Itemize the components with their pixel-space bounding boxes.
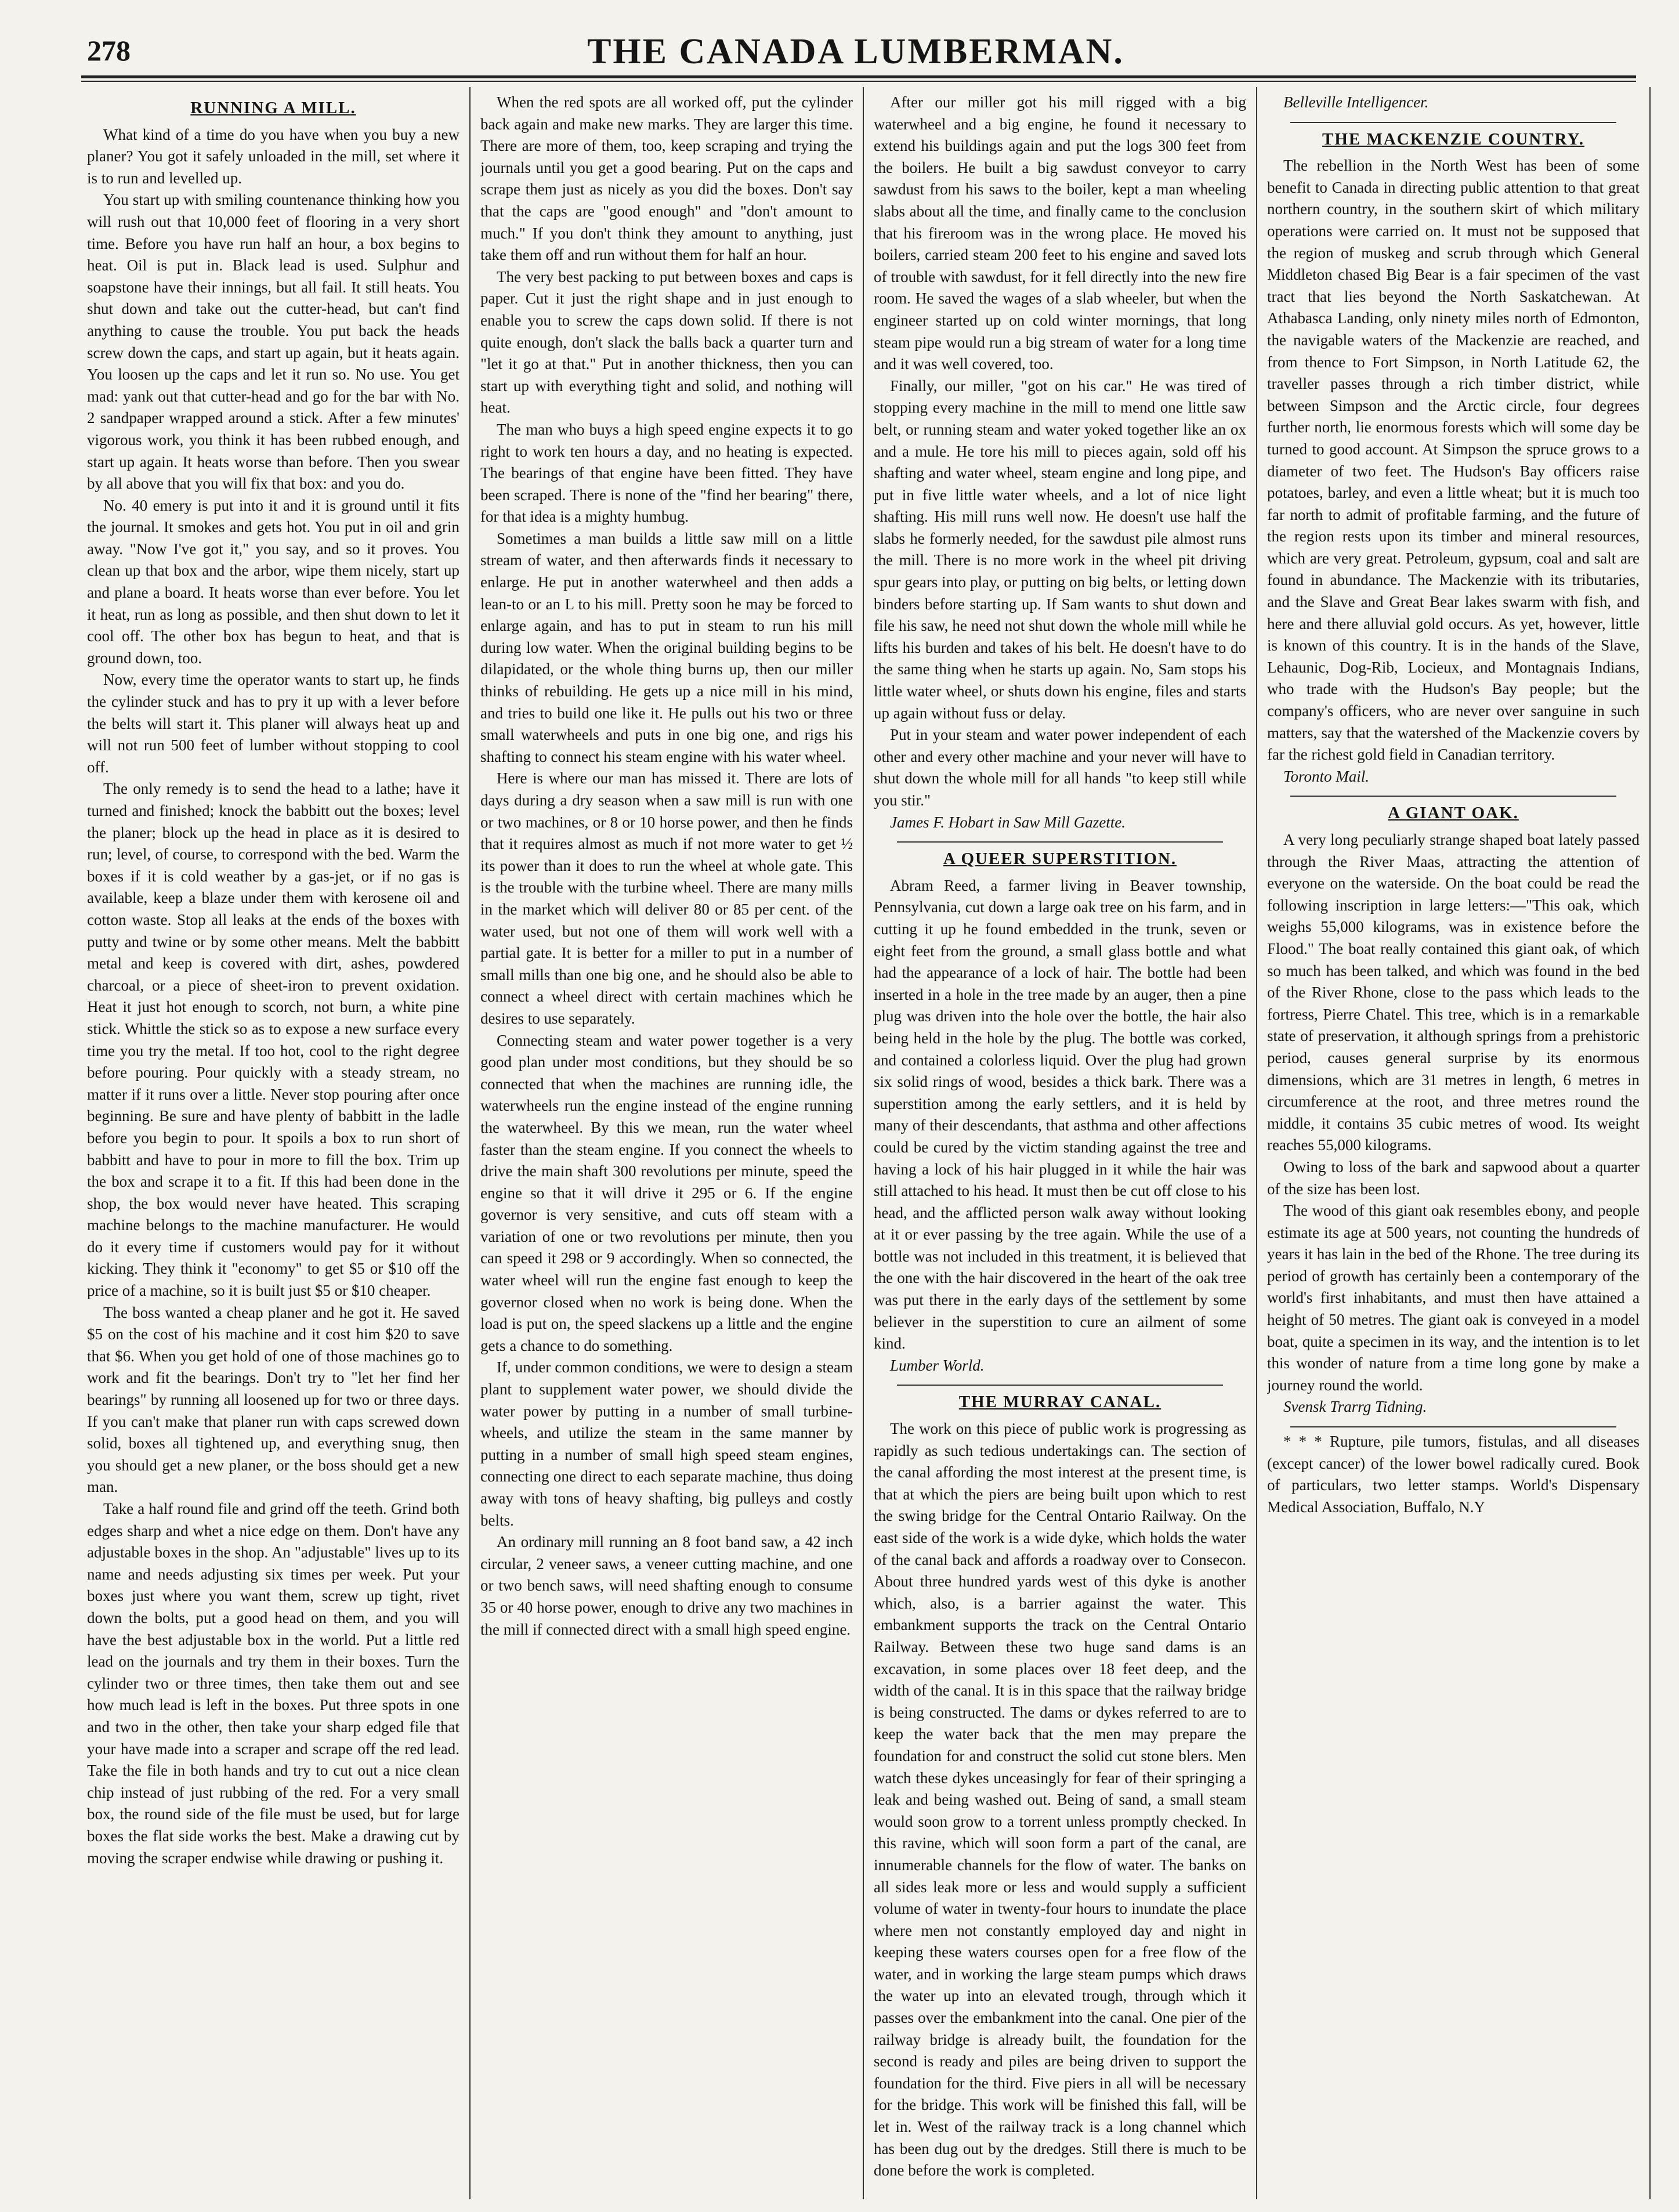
article-title-queer-superstition: A QUEER SUPERSTITION. xyxy=(943,850,1177,869)
page-header xyxy=(87,31,1624,71)
column-4 xyxy=(1267,92,1640,2192)
paragraph: The boss wanted a cheap planer and he got it. He saved $5 on the cost of his machine and it cost him $20 to save that $6. When you get hold of one of those machines go to work and fit the bearings. Don't try to "let her find her bearings" by running all loosened up for two or three days. If you can't make that planer run with caps screwed down solid, boxes all tightened up, and everything snug, then you should get a new planer, or the boss should get a new man. xyxy=(87,1303,459,1496)
paragraph: Sometimes a man builds a little saw mill on a little stream of water, and then afterwards finds it necessary to enlarge. He put in another waterwheel and then adds a lean-to or an L to his mill. Pretty soon he may be forced to enlarge again, and has to put in steam to run his mill during low water. When the original building begins to be dilapidated, or the whole thing burns up, then our miller thinks of rebuilding. He gets up a nice mill in his mind, and tries to build one like it. He pulls out his two or three small waterwheels and puts in one big one, and rigs his shafting to connect his steam engine with his water wheel. xyxy=(480,529,853,765)
paragraph: Owing to loss of the bark and sapwood about a quarter of the size has been lost. xyxy=(1267,1158,1640,1198)
column-divider xyxy=(469,87,471,2199)
paragraph: The rebellion in the North West has been of some benefit to Canada in directing public attention to that great northern country, in the southern skirt of which military operations were carried on. It must not be supposed that the region of muskeg and scrub through which General Middleton chased Big Bear is a fair specimen of the vast tract that lies beyond the North Saskatchewan. At Athabasca Landing, only ninety miles north of Edmonton, the navigable waters of the Mackenzie are reached, and from thence to Fort Simpson, in North Latitude 62, the traveller passes through a rich timber district, while between Simpson and the Arctic circle, four degrees further north, lie enormous forests which will some day be turned to good account. At Simpson the spruce grows to a diameter of two feet. The Hudson's Bay officers raise potatoes, barley, and even a little wheat; but it is much too far north to admit of profitable farming, and the future of the region rests upon its timber and mineral resources, which are very great. Petroleum, gypsum, coal and salt are found in abundance. The Mackenzie with its tributaries, and the Slave and Great Bear lakes swarm with fish, and here and there alluvial gold occurs. As yet, however, little is known of this country. It is in the hands of the Slave, Lehaunic, Dog-Rib, Locieux, and Montagnais Indians, who trade with the Hudson's Bay people; but the company's officers, who are never over sanguine in such matters, say that the watershed of the Mackenzie covers by far the richest gold field in Canadian territory. xyxy=(1267,157,1640,764)
header-rule-thin xyxy=(81,81,1636,82)
column-divider xyxy=(1256,87,1257,2199)
paragraph: When the red spots are all worked off, put the cylinder back again and make new marks. They are larger this time. There are more of them, too, keep scraping and trying the journals until you get a good bearing. Put on the caps and scrape them just as nicely as you did the boxes. Don't say that the caps are "good enough" and "don't amount to much." If you don't think they amount to anything, just take them off and run without them for half an hour. xyxy=(480,93,853,264)
paragraph: Put in your steam and water power independent of each other and every other machine and your never will have to shut down the whole mill for all hands "to keep still while you stir." xyxy=(874,726,1246,809)
paragraph: You start up with smiling countenance thinking how you will rush out that 10,000 feet of flooring in a very short time. Before you have run half an hour, a box begins to heat. Oil is put in. Black lead is used. Sulphur and soapstone have their innings, but all fail. It still heats. You shut down and take out the cutter-head, but can't find anything to cause the trouble. You put back the heads screw down the caps, and start up again, but it heats again. You loosen up the caps and let it run so. No use. You get mad: yank out that cutter-head and go for the bar with No. 2 sandpaper wrapped around a stick. After a few minutes' vigorous work, you think it has been rubbed enough, and start up again. It heats worse than before. Then you swear by all above that you will fix that box: and you do. xyxy=(87,191,459,493)
article-title-running-a-mill: RUNNING A MILL. xyxy=(190,99,356,117)
column-3 xyxy=(874,92,1246,2192)
paragraph: The only remedy is to send the head to a lathe; have it turned and finished; knock the babbitt out the boxes; level the planer; block up the head in place as it is desired to run; level, of course, to correspond with the bed. Warm the boxes if it is cold weather by a gas-jet, or if no gas is available, keep a blaze under them with kerosene oil and cotton waste. Stop all leaks at the ends of the boxes with putty and twine or by some other means. Melt the babbitt metal and keep is covered with dirt, ashes, powdered charcoal, or a piece of sheet-iron to prevent oxidation. Heat it just hot enough to scorch, not burn, a white pine stick. Whittle the stick so as to expose a new surface every time you try the metal. If too hot, cool to the right degree before pouring. Pour quickly with a steady stream, no matter if it runs over a little. Never stop pouring after once beginning. Be sure and have plenty of babbitt in the ladle before you begin to pour. It spoils a box to run short of babbitt and have to pour in more to fill the box. Trim up the box and scrape it to a fit. If this had been done in the shop, the box would never have heated. This scraping machine belongs to the machine manufacturer. He would do it every time if customers would pay for it without kicking. They think it "economy" to get $5 or $10 off the price of a machine, so it is built just $5 or $10 cheaper. xyxy=(87,780,459,1300)
paragraph: After our miller got his mill rigged with a big waterwheel and a big engine, he found it necessary to extend his buildings again and put the logs 300 feet from the boilers. He built a big sawdust conveyor to carry sawdust from his saws to the boiler, kept a man wheeling slabs about all the time, and finally came to the conclusion that his fireroom was in the wrong place. He moved his boilers, carried steam 200 feet to his engine and saved lots of trouble with sawdust, for it fell directly into the new fire room. He saved the wages of a slab wheeler, but when the engineer started up on cold winter mornings, that long steam pipe would run a big stream of water for a long time and it was well covered, too. xyxy=(874,93,1246,373)
paragraph: Here is where our man has missed it. There are lots of days during a dry season when a saw mill is run with one or two machines, or 8 or 10 horse power, and then he finds that it requires almost as much if not more water to get ½ its power than it does to run the wheel at whole gate. This is the trouble with the turbine wheel. There are many mills in the market which will deliver 80 or 85 per cent. of the water used, but not one of them will work well with a partial gate. It is better for a miller to put in a number of small mills than one big one, and he should also be able to connect a wheel direct with certain machines which he desires to use separately. xyxy=(480,769,853,1027)
paragraph: The work on this piece of public work is progressing as rapidly as such tedious undertakings can. The section of the canal affording the most interest at the present time, is that at which the piers are being built upon which to rest the swing bridge for the Central Ontario Railway. On the east side of the work is a wide dyke, which holds the water of the canal back and affords a roadway over to Consecon. About three hundred yards west of this dyke is another which, also, is a barrier against the water. This embankment supports the track on the Central Ontario Railway. Between these two huge sand dams is an excavation, in some places over 18 feet deep, and the width of the canal. It is in this space that the railway bridge is being constructed. The dams or dykes referred to are to keep the water back that the men may prepare the foundation for and construct the solid cut stone blers. Men watch these dykes unceasingly for fear of their springing a leak and being washed out. Being of sand, a small steam would soon grow to a torrent unless promptly checked. In this ravine, which will soon form a part of the canal, are innumerable channels for the flow of water. The banks on all sides leak more or less and would supply a sufficient volume of water in twenty-four hours to inundate the place where men not constantly employed day and night in keeping these waters courses open for a free flow of the water, and in working the large steam pumps which draws the water up into an elevated trough, through which it passes over the embankment into the canal. One pier of the railway bridge is already built, the foundation for the second is ready and piles are being driven to support the foundation for the third. Five piers in all will be necessary for the bridge. This work will be finished this fall, will be let in. West of the railway track is a long channel which has been dug out by the dredges. Still there is much to be done before the work is completed. xyxy=(874,1420,1246,2180)
paragraph: The wood of this giant oak resembles ebony, and people estimate its age at 500 years, not counting the hundreds of years it has lain in the bed of the Rhone. The tree during its period of growth has certainly been a contemporary of the world's first inhabitants, and must then have attained a height of 50 metres. The giant oak is conveyed in a model boat, quite a specimen in its way, and the intention is to let this wonder of nature from a time long gone by make a journey round the world. xyxy=(1267,1202,1640,1394)
column-2 xyxy=(480,92,853,2192)
paragraph: No. 40 emery is put into it and it is ground until it fits the journal. It smokes and gets hot. You put in oil and grin away. "Now I've got it," you say, and so it proves. You clean up that box and the arbor, wipe them nicely, start up and plane a board. It heats worse than ever before. You let it heat, run as long as possible, and then shut down to let it cool off. The other box has begun to heat, and that is ground down, too. xyxy=(87,496,459,667)
paragraph: What kind of a time do you have when you buy a new planer? You got it safely unloaded in the mill, set where it is to run and levelled up. xyxy=(87,125,459,187)
page-number: 278 xyxy=(87,34,131,67)
column-1 xyxy=(87,92,459,2192)
paragraph: A very long peculiarly strange shaped boat lately passed through the River Maas, attracting the attention of everyone on the waterside. On the boat could be read the following inscription in large letters:—"This oak, which weighs 55,000 kilograms, was in existence before the Flood." The boat really contained this giant oak, of which so much has been talked, and which was found in the bed of the River Rhone, close to the pass which leads to the fortress, Pierre Chatel. This tree, which is in a remarkable state of preservation, it although springs from a prehistoric period, causes general surprise by its enormous dimensions, which are 31 metres in length, 6 metres in circumference at the root, and three metres round the middle, it contains 35 cubic metres of wood. Its weight reaches 55,000 kilograms. xyxy=(1267,831,1640,1154)
paragraph: An ordinary mill running an 8 foot band saw, a 42 inch circular, 2 veneer saws, a veneer cutting machine, and one or two bench saws, will need shafting enough to consume 35 or 40 horse power, enough to drive any two machines in the mill if connected direct with a small high speed engine. xyxy=(480,1533,853,1638)
column-divider xyxy=(1649,87,1651,2199)
masthead-title: THE CANADA LUMBERMAN. xyxy=(587,32,1124,71)
attribution: James F. Hobart in Saw Mill Gazette. xyxy=(890,813,1126,831)
paragraph: The man who buys a high speed engine expects it to go right to work ten hours a day, and no heating is expected. The bearings of that engine have been fitted. They have been scraped. There is none of the "find her bearing" there, for that idea is a mighty humbug. xyxy=(480,420,853,526)
advertisement: * * * Rupture, pile tumors, fistulas, and all diseases (except cancer) of the lower bowel radically cured. Book of particulars, two letter stamps. World's Dispensary Medical Association, Buffalo, N.Y xyxy=(1267,1433,1640,1516)
paragraph: Take a half round file and grind off the teeth. Grind both edges sharp and whet a nice edge on them. Don't have any adjustable boxes in the shop. An "adjustable" lives up to its name and needs adjusting six times per week. Put your boxes just where you want them, screw up tight, rivet down the bolts, put a good head on them, and you will have the best adjustable box in the world. Put a little red lead on the journals and try them in their boxes. Turn the cylinder two or three times, then take them out and see how much lead is left in the boxes. Put three spots in one and two in the other, then take your sharp edged file that your have made into a scraper and scrape off the red lead. Take the file in both hands and try to cut out a nice clean chip instead of just rubbing of the red. For a very small box, the round side of the file must be used, but for large boxes the flat side works the best. Make a drawing cut by moving the scraper endwise while drawing or pushing it. xyxy=(87,1500,459,1867)
section-rule xyxy=(1290,122,1616,123)
paragraph: If, under common conditions, we were to design a steam plant to supplement water power, we should divide the water power by putting in a number of small turbine-wheels, and utilize the steam in the same manner by putting in a number of small high speed steam engines, connecting one direct to each separate machine, thus doing away with tons of heavy shafting, big pulleys and costly belts. xyxy=(480,1358,853,1529)
attribution: Lumber World. xyxy=(890,1356,985,1374)
article-title-giant-oak: A GIANT OAK. xyxy=(1388,804,1519,823)
attribution: Belleville Intelligencer. xyxy=(1283,93,1429,111)
paragraph: Finally, our miller, "got on his car." He was tired of stopping every machine in the mill to mend one little saw belt, or running steam and water yoked together like an ox and a mule. He tore his mill to pieces again, sold off his shafting and water wheel, steam engine and long pipe, and put in five little water wheels, and a lot of nice light shafting. His mill runs well now. He doesn't use half the slabs he formerly needed, for the sawdust pile almost runs the mill. There is no more work in the wheel pit driving spur gears into play, or putting on big belts, or letting down binders before starting up. If Sam wants to shut down and file his saw, he need not shut down the whole mill while he lifts his burden and takes of his belt. He doesn't have to do the same thing when he starts up again. No, Sam stops his little water wheel, or shuts down his engine, files and starts up again without fuss or delay. xyxy=(874,377,1246,722)
column-divider xyxy=(863,87,864,2199)
header-rule xyxy=(81,75,1636,78)
attribution: Toronto Mail. xyxy=(1283,767,1370,785)
paragraph: The very best packing to put between boxes and caps is paper. Cut it just the right shape and in just enough to enable you to screw the caps down solid. If there is not quite enough, don't slack the balls back a quarter turn and "let it go at that." Put in another thickness, then you can start up with everything tight and solid, and nothing will heat. xyxy=(480,268,853,417)
paragraph: Abram Reed, a farmer living in Beaver township, Pennsylvania, cut down a large oak tree on his farm, and in cutting it up he found embedded in the trunk, seven or eight feet from the ground, a small glass bottle and what had the appearance of a lock of hair. The bottle had been inserted in a hole in the tree made by an auger, then a pine plug was driven into the hole over the bottle, the hair also being held in the hole by the plug. The bottle was corked, and contained a colorless liquid. Over the plug had grown six solid rings of wood, besides a thick bark. There was a superstition among the early settlers, and it is held by many of their descendants, that asthma and other affections could be cured by the victim standing against the tree and having a lock of his hair plugged in it while the hair was still attached to his head. It must then be cut off close to his head, and the afflicted person walk away without looking at it or ever passing by the tree again. While the use of a bottle was not included in this treatment, it is believed that the one with the hair discovered in the heart of the oak tree was put there in the early days of the settlement by some believer in the superstition to cure an ailment of some kind. xyxy=(874,876,1246,1353)
section-rule xyxy=(897,841,1223,843)
attribution: Svensk Trarrg Tidning. xyxy=(1283,1398,1427,1416)
article-title-mackenzie-country: THE MACKENZIE COUNTRY. xyxy=(1322,129,1584,149)
section-rule xyxy=(1290,796,1616,797)
article-title-murray-canal: THE MURRAY CANAL. xyxy=(958,1393,1161,1412)
section-rule xyxy=(897,1385,1223,1386)
paragraph: Now, every time the operator wants to start up, he finds the cylinder stuck and has to pry it up with a lever before the belts will start it. This planer will always heat up and will not run 500 feet of lumber without stopping to cool off. xyxy=(87,671,459,776)
paragraph: Connecting steam and water power together is a very good plan under most conditions, but they should be so connected that when the machines are running idle, the waterwheels run the engine instead of the engine running the waterwheel. By this we mean, run the water wheel faster than the steam engine. If you connect the wheels to drive the main shaft 300 revolutions per minute, speed the engine so that it will drive it 295 or 6. If the engine governor is very sensitive, and cuts off steam with a variation of one or two revolutions per minute, then you can speed it 298 or 9 accordingly. When so connected, the water wheel will run the engine fast enough to keep the governor closed when no work is being done. When the load is put on, the speed slackens up a little and the engine gets a chance to do something. xyxy=(480,1031,853,1354)
section-rule xyxy=(1290,1426,1616,1427)
